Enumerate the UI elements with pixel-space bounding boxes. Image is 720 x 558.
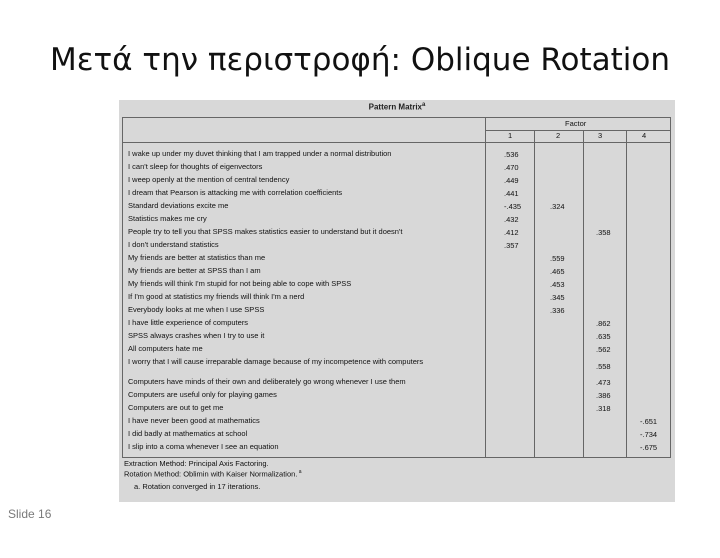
table-title-marker: a: [422, 102, 426, 108]
factor-loading-value: -.651: [640, 416, 658, 426]
row-label: Statistics makes me cry: [128, 214, 207, 223]
factor-loading-value: .412: [504, 228, 519, 237]
grid-column-line: [122, 117, 123, 457]
factor-loading-value: .345: [550, 293, 565, 302]
factor-loading-value: -.734: [640, 429, 658, 439]
row-label: I don't understand statistics: [128, 240, 219, 249]
factor-loading-value: .465: [550, 267, 565, 276]
grid-top-line: [122, 117, 671, 118]
grid-header-line: [122, 142, 671, 143]
row-label: If I'm good at statistics my friends will think I'm a nerd: [128, 292, 305, 301]
table-title: [119, 102, 675, 112]
row-label: Standard deviations excite me: [128, 201, 229, 210]
row-label: I slip into a coma whenever I see an equation: [128, 441, 279, 451]
factor-header: Factor: [565, 119, 587, 128]
factor-loading-value: .862: [596, 319, 611, 328]
row-label: I weep openly at the mention of central tendency: [128, 175, 290, 184]
factor-loading-value: .559: [550, 254, 565, 263]
factor-loading-value: .635: [596, 332, 611, 341]
grid-column-line: [485, 117, 486, 457]
row-label: People try to tell you that SPSS makes statistics easier to understand but it doesn't: [128, 227, 403, 236]
grid-column-line: [583, 130, 584, 457]
factor-loading-value: .536: [504, 150, 519, 159]
pattern-matrix-table: [122, 117, 671, 558]
row-label: Computers are out to get me: [128, 402, 224, 412]
row-label: I did badly at mathematics at school: [128, 428, 248, 438]
factor-loading-value: .386: [596, 390, 611, 400]
factor-loading-value: .453: [550, 280, 565, 289]
factor-number: 3: [598, 131, 603, 140]
factor-loading-value: .336: [550, 306, 565, 315]
rotation-method-note: Rotation Method: Oblimin with Kaiser Normalization. $^a$: [124, 469, 302, 479]
factor-loading-value: .357: [504, 241, 519, 250]
row-label: Computers are useful only for playing games: [128, 389, 277, 399]
grid-bottom-line: [122, 457, 671, 458]
slide-number: Slide 16: [8, 507, 52, 521]
factor-loading-value: .473: [596, 377, 611, 387]
factor-number: 2: [556, 131, 561, 140]
factor-loading-value: -.675: [640, 442, 658, 452]
factor-loading-value: .432: [504, 215, 519, 224]
row-label: I dream that Pearson is attacking me with correlation coefficients: [128, 188, 343, 197]
grid-column-line: [670, 117, 671, 457]
factor-loading-value: .562: [596, 345, 611, 354]
factor-loading-value: .449: [504, 176, 519, 185]
row-label: My friends will think I'm stupid for not being able to cope with SPSS: [128, 279, 352, 288]
row-label: All computers hate me: [128, 344, 203, 353]
rotation-converged-note: a. Rotation converged in 17 iterations.: [134, 482, 261, 491]
row-label: Computers have minds of their own and deliberately go wrong whenever I use them: [128, 376, 406, 386]
table-title-text: Pattern Matrix: [368, 102, 422, 112]
extraction-method-note: Extraction Method: Principal Axis Factoring.: [124, 459, 269, 468]
factor-loading-value: .558: [596, 362, 611, 371]
factor-loading-value: .318: [596, 403, 611, 413]
factor-loading-value: .324: [550, 202, 565, 211]
row-label: I have never been good at mathematics: [128, 415, 260, 425]
row-label: I can't sleep for thoughts of eigenvectors: [128, 162, 263, 171]
row-label: My friends are better at SPSS than I am: [128, 266, 261, 275]
row-label: I have little experience of computers: [128, 318, 249, 327]
row-label: Everybody looks at me when I use SPSS: [128, 305, 265, 314]
factor-loading-value: .358: [596, 228, 611, 237]
pattern-matrix-figure: [119, 100, 675, 502]
factor-loading-value: .470: [504, 163, 519, 172]
factor-loading-value: .441: [504, 189, 519, 198]
row-label: SPSS always crashes when I try to use it: [128, 331, 265, 340]
factor-number: 4: [642, 131, 647, 140]
slide-title: Μετά την περιστροφή: Oblique Rotation: [49, 42, 671, 78]
factor-number: 1: [508, 131, 513, 140]
factor-loading-value: -.435: [504, 202, 522, 211]
grid-column-line: [626, 130, 627, 457]
grid-column-line: [534, 130, 535, 457]
row-label: I wake up under my duvet thinking that I am trapped under a normal distribution: [128, 149, 392, 158]
row-label: I worry that I will cause irreparable damage because of my incompetence with computers: [128, 357, 424, 366]
rotation-method-marker: a: [297, 469, 302, 475]
row-label: My friends are better at statistics than me: [128, 253, 266, 262]
